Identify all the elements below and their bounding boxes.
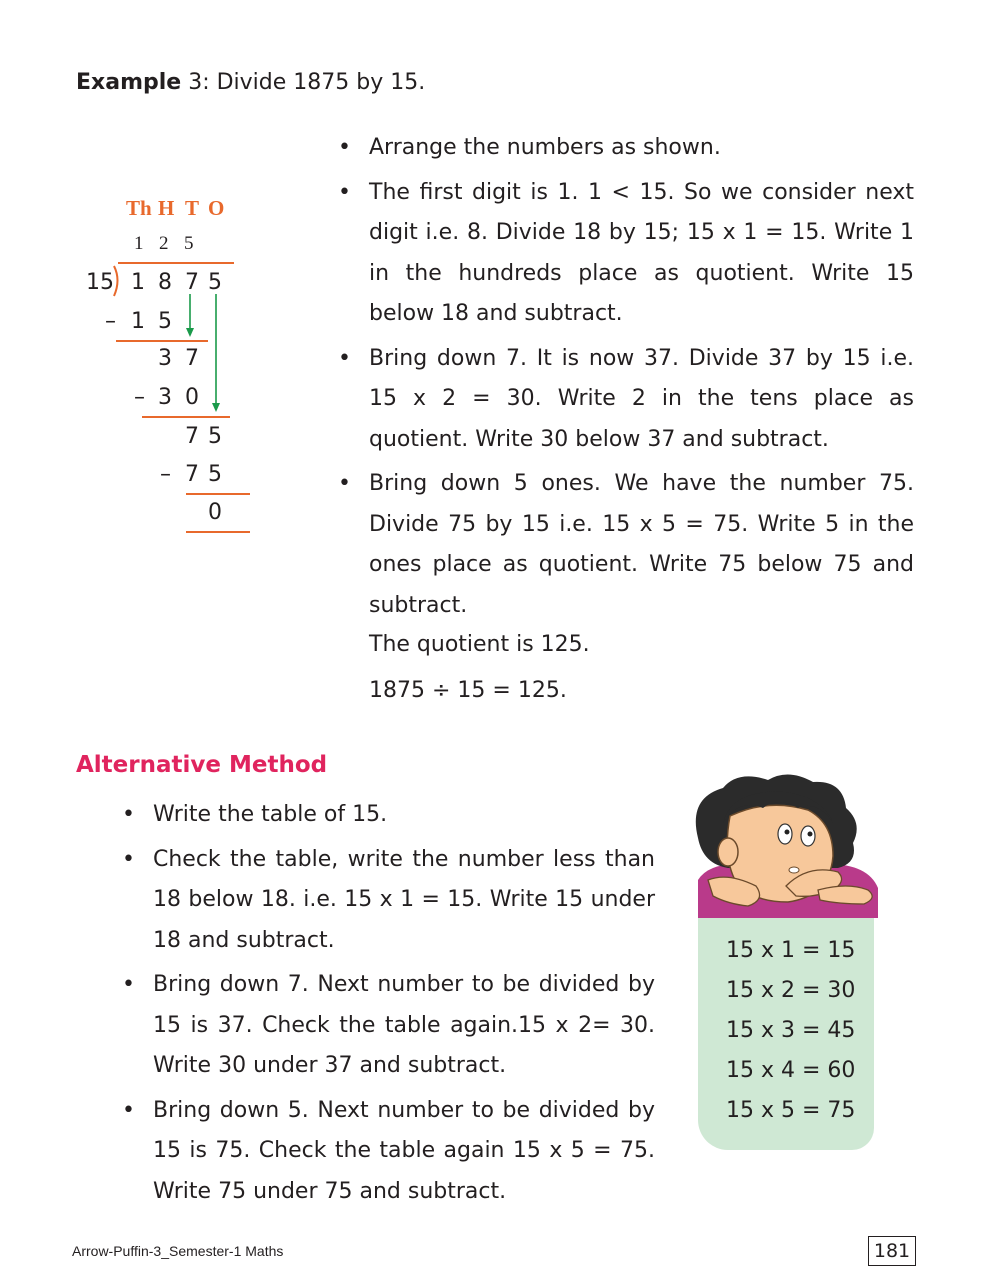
table-row: 15 x 1 = 15	[726, 938, 856, 963]
quotient-digit: 5	[184, 233, 194, 254]
step-digit: 7	[185, 424, 199, 449]
step-item: • Bring down 5 ones. We have the number 75. Divide 75 by 15 i.e. 15 x 5 = 75. Write 5 in the ones place as quotient. Write 75 below 75 and subtract.	[338, 464, 914, 626]
table-row: 15 x 2 = 30	[726, 978, 856, 1003]
step-digit: 1	[131, 309, 145, 334]
step-digit: 3	[158, 346, 172, 371]
example-text: 3: Divide 1875 by 15.	[181, 70, 426, 95]
alt-step-item: • Write the table of 15.	[122, 795, 655, 836]
step-digit: 3	[158, 385, 172, 410]
step-digit: 5	[158, 309, 172, 334]
page-number: 181	[868, 1236, 916, 1266]
alternative-steps	[122, 795, 655, 1216]
example-label: Example	[76, 70, 182, 95]
alternative-method-heading: Alternative Method	[76, 752, 328, 778]
example-title	[76, 70, 425, 95]
dividend-digit: 1	[131, 270, 145, 295]
minus-sign: –	[134, 385, 145, 410]
remainder: 0	[208, 500, 222, 525]
step-item: • Arrange the numbers as shown.	[338, 128, 914, 169]
quotient-statement: The quotient is 125.	[369, 632, 590, 657]
book-footer: Arrow-Puffin-3_Semester-1 Maths	[72, 1243, 284, 1259]
thinking-boy-illustration	[668, 768, 892, 928]
table-row: 15 x 4 = 60	[726, 1058, 856, 1083]
table-row: 15 x 3 = 45	[726, 1018, 856, 1043]
alt-step-item: • Check the table, write the number less than 18 below 18. i.e. 15 x 1 = 15. Write 15 under 18 and subtract.	[122, 840, 655, 962]
subtraction-line	[186, 493, 250, 495]
arrow-down-icon	[212, 403, 220, 412]
dividend-digit: 7	[185, 270, 199, 295]
quotient-digit: 2	[159, 233, 169, 254]
division-result: 1875 ÷ 15 = 125.	[369, 678, 567, 703]
subtraction-line	[186, 531, 250, 533]
division-steps	[338, 128, 914, 630]
step-digit: 5	[208, 462, 222, 487]
alt-step-item: • Bring down 5. Next number to be divided by 15 is 75. Check the table again 15 x 5 = 75. Write 75 under 75 and subtract.	[122, 1091, 655, 1213]
table-row: 15 x 5 = 75	[726, 1098, 856, 1123]
step-item: • Bring down 7. It is now 37. Divide 37 by 15 i.e. 15 x 2 = 30. Write 2 in the tens place as quotient. Write 30 below 37 and subtract.	[338, 339, 914, 461]
step-digit: 5	[208, 424, 222, 449]
step-digit: 7	[185, 346, 199, 371]
divisor: 15	[86, 270, 114, 295]
dividend-digit: 8	[158, 270, 172, 295]
quotient-digit: 1	[134, 233, 144, 254]
place-value-ones: O	[208, 196, 225, 220]
minus-sign: –	[105, 309, 116, 334]
division-bracket	[112, 265, 122, 297]
place-value-hundreds: H	[158, 196, 175, 220]
step-digit: 0	[185, 385, 199, 410]
step-item: • The first digit is 1. 1 < 15. So we consider next digit i.e. 8. Divide 18 by 15; 15 x 1 = 15. Write 1 in the hundreds place as quotient. Write 15 below 18 and subtract.	[338, 173, 914, 335]
place-value-tens: T	[185, 196, 200, 220]
alt-step-item: • Bring down 7. Next number to be divided by 15 is 37. Check the table again.15 x 2= 30. Write 30 under 37 and subtract.	[122, 965, 655, 1087]
dividend-digit: 5	[208, 270, 222, 295]
arrow-down-icon	[186, 328, 194, 337]
place-value-thousands: Th	[126, 196, 152, 220]
step-digit: 7	[185, 462, 199, 487]
quotient-bar	[118, 262, 234, 264]
bring-down-arrows	[180, 290, 230, 420]
minus-sign: –	[160, 462, 171, 487]
